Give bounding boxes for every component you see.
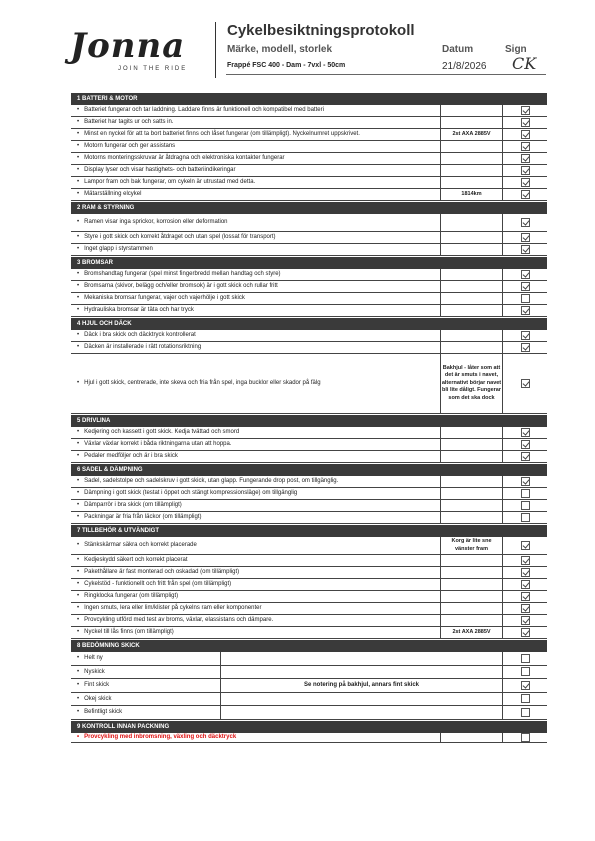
checkbox-unchecked[interactable] [521,489,530,498]
item-note [441,153,503,164]
checkbox-unchecked[interactable] [521,694,530,703]
checkbox-checked[interactable] [521,379,530,388]
item-note [441,439,503,450]
checkbox-checked[interactable] [521,568,530,577]
checkbox-checked[interactable] [521,190,530,199]
checkbox-cell [503,141,547,152]
checklist-row [71,189,547,201]
bullet: • [77,307,80,313]
item-label: Hjul i gott skick, centrerade, inte skeva och fria från spel, inga bucklor eller skador på fälg [84,380,321,386]
grading-label [71,666,221,679]
bullet: • [77,478,80,484]
checklist-row [71,141,547,153]
item-label: Packningar är fria från läckor (om tillämpligt) [84,514,202,520]
checklist-item-text [71,567,441,578]
checklist-row [71,439,547,451]
checklist-item-text [71,488,441,499]
checkbox-checked[interactable] [521,556,530,565]
checkbox-unchecked[interactable] [521,513,530,522]
bullet: • [77,143,80,149]
checklist-item-text [71,500,441,511]
item-label: Mekaniska bromsar fungerar, vajer och vajerhölje i gott skick [84,295,245,301]
item-label: Sadel, sadelstolpe och sadelskruv i gott skick, utan glapp. Fungerande drop post, om tillgänglig. [84,478,339,484]
item-note [441,232,503,243]
item-note [441,342,503,353]
item-label: Display lyser och visar hastighets- och batteriindikeringar [84,167,236,173]
checkbox-cell [503,214,547,231]
section-header: 5 DRIVLINA [71,414,547,427]
item-note [441,603,503,614]
bullet: • [77,569,80,575]
checkbox-cell [503,652,547,665]
item-label: Mätarställning elcykel [84,191,142,197]
checkbox-checked[interactable] [521,592,530,601]
checkbox-checked[interactable] [521,580,530,589]
checkbox-cell [503,189,547,200]
checklist-row [71,476,547,488]
item-label: Däck i bra skick och däcktryck kontrollerat [84,332,196,338]
checklist-item-text [71,555,441,566]
item-label: Kedjeskydd säkert och korrekt placerat [84,557,188,563]
item-label: Minst en nyckel för att ta bort batteriet finns och låset fungerar (om tillämpligt). Nyckelnumret uppskrivet. [84,131,360,137]
bullet: • [77,219,80,225]
item-note [441,427,503,438]
checkbox-cell [503,512,547,523]
checkbox-checked[interactable] [521,440,530,449]
checkbox-checked[interactable] [521,604,530,613]
item-note [441,177,503,188]
item-label: Ramen visar inga sprickor, korrosion eller deformation [84,219,228,225]
bullet: • [77,283,80,289]
item-note: Korg är lite sne vänster fram [441,537,503,554]
bullet: • [77,191,80,197]
bullet: • [77,695,80,702]
checkbox-checked[interactable] [521,130,530,139]
bullet: • [77,295,80,301]
section-header: 7 TILLBEHÖR & UTVÄNDIGT [71,524,547,537]
checkbox-cell [503,693,547,706]
grading-row [71,666,547,680]
checklist-item-text [71,591,441,602]
grading-label [71,706,221,719]
checklist-item-text [71,427,441,438]
item-note [441,141,503,152]
checkbox-cell [503,706,547,719]
checklist-item-text [71,281,441,292]
bullet: • [77,605,80,611]
section-header: 6 SADEL & DÄMPNING [71,463,547,476]
bullet: • [77,682,80,689]
checklist-item-text [71,512,441,523]
item-label: Däcken är installerade i rätt rotationsriktning [84,344,202,350]
item-label: Kedjering och kassett i gott skick. Kedja tvättad och smord [84,429,240,435]
item-note [441,451,503,462]
grade-text: Okej skick [84,695,112,702]
checkbox-cell [503,129,547,140]
item-note: 2st AXA 2885V [441,129,503,140]
grading-row [71,652,547,666]
date-value: 21/8/2026 [442,61,487,72]
checklist-item-text [71,117,441,128]
item-note [441,293,503,304]
item-note [441,117,503,128]
bullet: • [77,581,80,587]
checkbox-cell [503,555,547,566]
checklist-row [71,591,547,603]
bullet: • [77,107,80,113]
section-header: 4 HJUL OCH DÄCK [71,317,547,330]
checklist-item-text [71,305,441,316]
sign-label: Sign [505,44,527,55]
bullet: • [77,593,80,599]
item-label: Pakethållare är fast monterad och oskadad (om tillämpligt) [84,569,240,575]
checkbox-checked[interactable] [521,306,530,315]
checkbox-checked[interactable] [521,428,530,437]
grading-note [221,666,503,679]
checklist-row [71,244,547,256]
checklist-row [71,330,547,342]
checkbox-cell [503,579,547,590]
checklist-item-text [71,177,441,188]
bullet: • [77,655,80,662]
item-note: Bakhjul - låter som att det är smuts i navet, alternativt börjar navet bli lite dåligt. Fungerar som det ska dock [441,354,503,413]
checkbox-cell [503,305,547,316]
item-label: Styre i gott skick och korrekt åtdraget och utan spel (lossat för transport) [84,234,276,240]
checkbox-cell [503,488,547,499]
grade-text: Helt ny [84,655,103,662]
checkbox-cell [503,500,547,511]
item-note [441,615,503,626]
checkbox-checked[interactable] [521,106,530,115]
grade-text: Nyskick [84,668,105,675]
item-label: Bromshandtag fungerar (spel minst fingerbredd mellan handtag och styre) [84,271,281,277]
checklist-item-text [71,232,441,243]
checkbox-unchecked[interactable] [521,501,530,510]
item-label: Cykelstöd - funktionellt och fritt från spel (om tillämpligt) [84,581,232,587]
item-note [441,500,503,511]
checklist-row [71,177,547,189]
item-note [441,579,503,590]
page-title: Cykelbesiktningsprotokoll [227,22,415,39]
item-label: Ringklocka fungerar (om tillämpligt) [84,593,179,599]
checklist-item-text [71,330,441,341]
item-label: Dämpning i gott skick (testat i öppet och stängt kompressionsläge) om tillgänglig [84,490,298,496]
checklist-row [71,214,547,232]
grade-text: Fint skick [84,682,110,689]
bullet: • [77,490,80,496]
item-label: Ingen smuts, lera eller lim/klister på cykelns ram eller komponenter [84,605,262,611]
checklist-row [71,555,547,567]
packing-row [71,733,547,743]
bullet: • [77,502,80,508]
bullet: • [77,668,80,675]
checkbox-checked[interactable] [521,118,530,127]
item-label: Provcykling utförd med test av broms, växlar, elassistans och dämpare. [84,617,274,623]
checkbox-cell [503,615,547,626]
grading-note [221,706,503,719]
bullet: • [77,557,80,563]
checkbox-cell [503,269,547,280]
checklist-item-text [71,129,441,140]
section-header: 2 RAM & STYRNING [71,201,547,214]
checklist-row [71,537,547,555]
checklist-item-text [71,141,441,152]
checklist-item-text [71,439,441,450]
item-label: Lampor fram och bak fungerar, om cykeln är utrustad med detta. [84,179,256,185]
checklist-row [71,500,547,512]
grading-note [221,652,503,665]
inspection-table [71,92,547,743]
checklist-row [71,512,547,524]
checkbox-cell [503,153,547,164]
grading-label [71,652,221,665]
item-label: Batteriet fungerar och tar laddning. Laddare finns är funktionell och kompatibel med batteri [84,107,324,113]
bullet: • [77,155,80,161]
checkbox-cell [503,427,547,438]
checkbox-unchecked[interactable] [521,294,530,303]
item-label: Växlar växlar korrekt i båda riktningarna utan att hoppa. [84,441,232,447]
item-note [441,281,503,292]
checkbox-checked[interactable] [521,681,530,690]
bullet: • [77,131,80,137]
item-note [441,476,503,487]
bullet: • [77,542,80,548]
item-note [441,555,503,566]
checklist-row [71,603,547,615]
checklist-row [71,305,547,317]
packing-item-text [71,733,441,742]
item-note [441,488,503,499]
bullet: • [77,332,80,338]
item-label: Stänkskärmar säkra och korrekt placerade [84,542,197,548]
bullet: • [77,271,80,277]
checkbox-cell [503,105,547,116]
checkbox-cell [503,293,547,304]
checkbox-cell [503,451,547,462]
item-note [441,305,503,316]
checkbox-cell [503,354,547,413]
checkbox-checked[interactable] [521,218,530,227]
checkbox-checked[interactable] [521,477,530,486]
checklist-row [71,627,547,639]
checkbox-cell [503,330,547,341]
grading-row [71,693,547,707]
checkbox-checked[interactable] [521,452,530,461]
checkbox-checked[interactable] [521,154,530,163]
checkbox-checked[interactable] [521,343,530,352]
bullet: • [77,709,80,716]
checkbox-checked[interactable] [521,178,530,187]
bullet: • [77,246,80,252]
checklist-item-text [71,189,441,200]
checklist-item-text [71,214,441,231]
item-note [441,105,503,116]
checkbox-cell [503,567,547,578]
checklist-row [71,579,547,591]
checklist-row [71,567,547,579]
checklist-item-text [71,105,441,116]
section-header: 3 BROMSAR [71,256,547,269]
checklist-item-text [71,537,441,554]
checkbox-cell [503,733,547,742]
checkbox-unchecked[interactable] [521,708,530,717]
item-note [441,512,503,523]
checkbox-cell [503,591,547,602]
date-label: Datum [442,44,474,55]
checkbox-checked[interactable] [521,331,530,340]
item-label: Motorns monteringsskruvar är åtdragna och elektroniska kontakter fungerar [84,155,285,161]
checklist-item-text [71,627,441,638]
item-note [441,244,503,255]
checklist-item-text [71,342,441,353]
item-note [441,733,503,742]
bullet: • [77,234,80,240]
checklist-item-text [71,244,441,255]
checklist-row [71,269,547,281]
item-note: 1814km [441,189,503,200]
checkbox-cell [503,666,547,679]
bullet: • [77,429,80,435]
item-label: Inget glapp i styrstammen [84,246,153,252]
section-header: 8 BEDÖMNING SKICK [71,639,547,652]
bullet: • [77,179,80,185]
item-label: Provcykling med inbromsning, växling och däcktryck [84,733,237,740]
checklist-item-text [71,153,441,164]
bullet: • [77,453,80,459]
checkbox-checked[interactable] [521,628,530,637]
item-note [441,165,503,176]
grading-label [71,693,221,706]
bullet: • [77,617,80,623]
bullet: • [77,167,80,173]
checkbox-cell [503,439,547,450]
checklist-row [71,105,547,117]
checklist-item-text [71,269,441,280]
checkbox-cell [503,244,547,255]
checklist-row [71,615,547,627]
grading-label [71,679,221,692]
item-note [441,214,503,231]
checklist-item-text [71,476,441,487]
brand-logo [66,28,206,72]
checkbox-cell [503,679,547,692]
item-label: Nyckel till lås finns (om tillämpligt) [84,629,174,635]
grading-note: Se notering på bakhjul, annars fint skick [221,679,503,692]
bullet: • [77,119,80,125]
checkbox-checked[interactable] [521,166,530,175]
checkbox-cell [503,281,547,292]
logo-wordmark: Jonna [70,26,186,66]
checklist-item-text [71,293,441,304]
checklist-row [71,129,547,141]
checkbox-cell [503,342,547,353]
model-value: Frappé FSC 400 - Dam - 7vxl - 50cm [227,62,346,69]
bullet: • [77,629,80,635]
checklist-item-text [71,165,441,176]
item-note [441,330,503,341]
checkbox-checked[interactable] [521,541,530,550]
checklist-row [71,488,547,500]
grading-note [221,693,503,706]
checkbox-cell [503,603,547,614]
checkbox-cell [503,165,547,176]
checklist-row [71,293,547,305]
header-divider [215,22,216,78]
checklist-item-text [71,579,441,590]
item-note: 2st AXA 2885V [441,627,503,638]
grading-row [71,679,547,693]
grading-row [71,706,547,720]
checkbox-checked[interactable] [521,245,530,254]
checklist-row [71,342,547,354]
checkbox-cell [503,627,547,638]
logo-tagline: JOIN THE RIDE [118,66,188,72]
model-label: Märke, modell, storlek [227,44,333,55]
item-label: Hydrauliska bromsar är täta och har tryck [84,307,194,313]
item-label: Bromsarna (skivor, belägg och/eller bromsok) är i gott skick och rullar fritt [84,283,278,289]
checklist-row [71,451,547,463]
checkbox-checked[interactable] [521,270,530,279]
section-header: 9 KONTROLL INNAN PACKNING [71,720,547,733]
item-label: Pedaler medföljer och är i bra skick [84,453,178,459]
checkbox-cell [503,177,547,188]
bullet: • [77,380,80,386]
bullet: • [77,344,80,350]
item-note [441,269,503,280]
checkbox-cell [503,476,547,487]
checkbox-checked[interactable] [521,142,530,151]
checkbox-cell [503,117,547,128]
item-label: Motorn fungerar och ger assistans [84,143,176,149]
checklist-row [71,153,547,165]
checklist-item-text [71,451,441,462]
checkbox-unchecked[interactable] [521,733,530,742]
item-note [441,591,503,602]
grade-text: Befintligt skick [84,709,123,716]
checklist-row [71,165,547,177]
section-header: 1 BATTERI & MOTOR [71,92,547,105]
checkbox-cell [503,537,547,554]
item-label: Dämparrör i bra skick (om tillämpligt) [84,502,182,508]
item-note [441,567,503,578]
checkbox-checked[interactable] [521,616,530,625]
checklist-row [71,354,547,414]
bullet: • [77,441,80,447]
checklist-item-text [71,603,441,614]
checkbox-checked[interactable] [521,233,530,242]
bullet: • [77,733,80,740]
checklist-row [71,232,547,244]
header-rule [226,74,546,75]
checklist-row [71,117,547,129]
checklist-row [71,427,547,439]
checkbox-unchecked[interactable] [521,667,530,676]
checklist-row [71,281,547,293]
bullet: • [77,514,80,520]
checkbox-checked[interactable] [521,282,530,291]
checkbox-cell [503,232,547,243]
checklist-item-text [71,354,441,413]
item-label: Batteriet har tagits ur och satts in. [84,119,174,125]
signature: CK [512,54,537,73]
checkbox-unchecked[interactable] [521,654,530,663]
checklist-item-text [71,615,441,626]
